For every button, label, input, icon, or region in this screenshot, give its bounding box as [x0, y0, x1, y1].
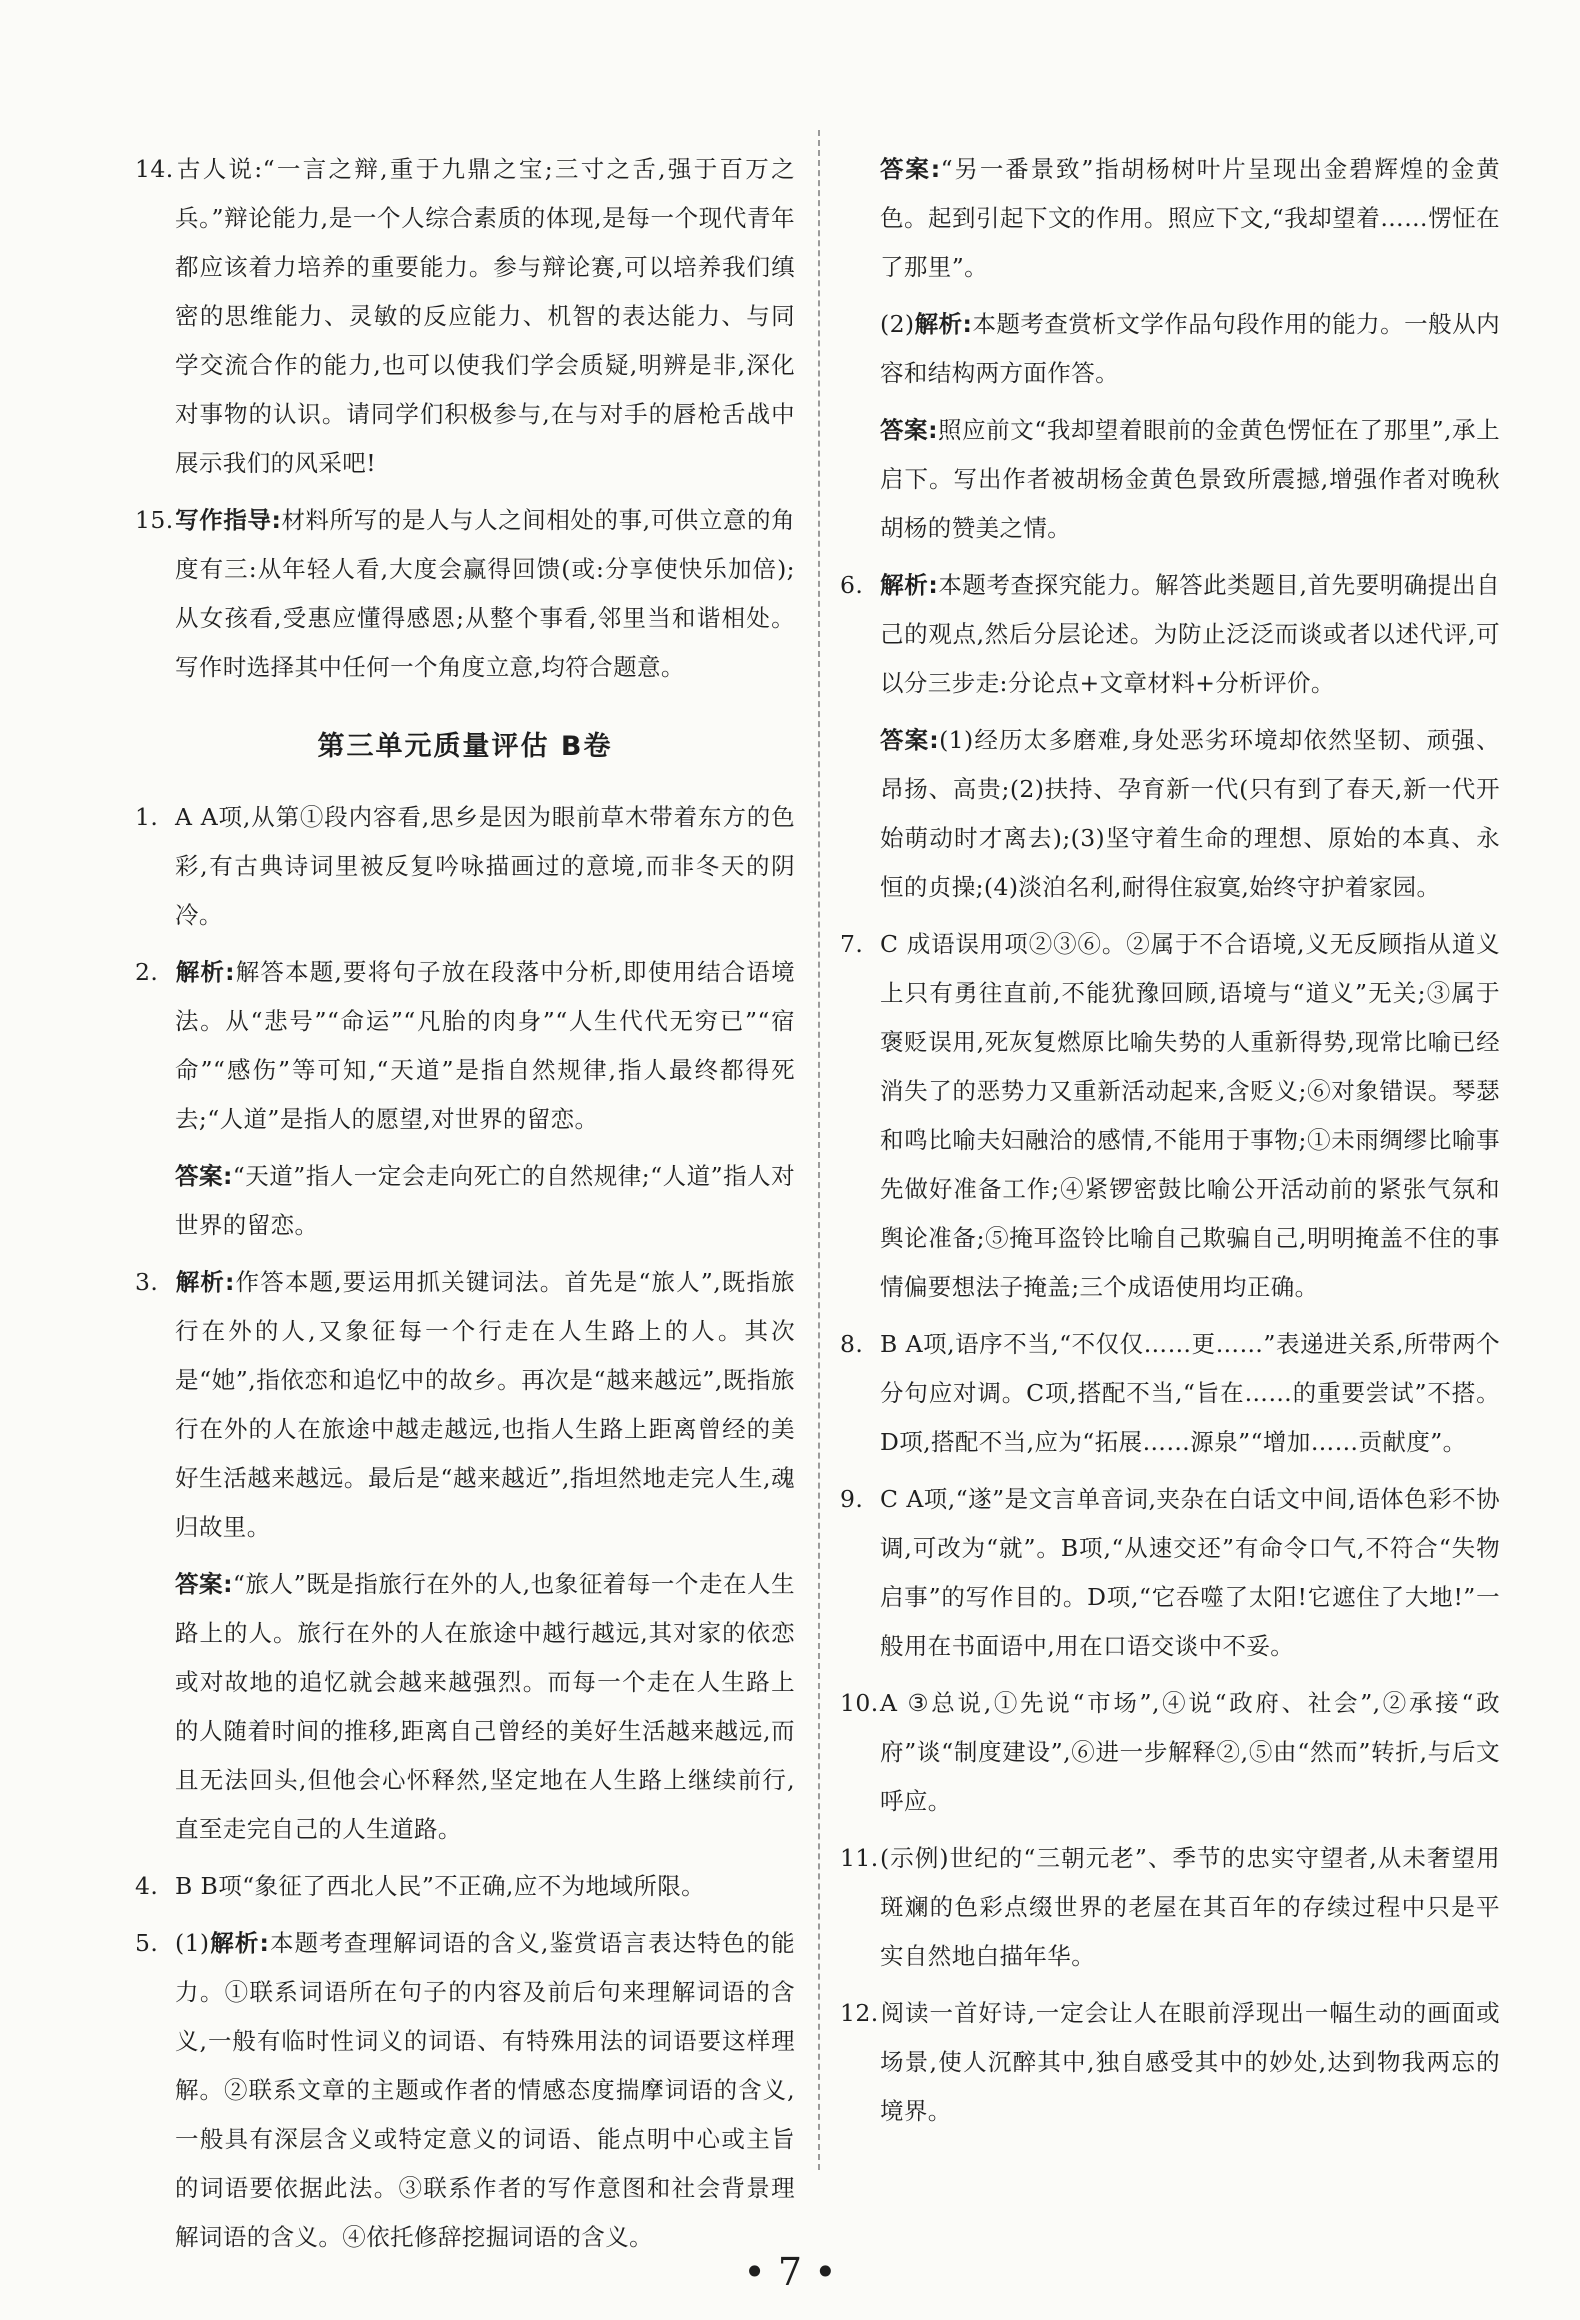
section-title: 第三单元质量评估 B卷	[317, 731, 613, 762]
answer-6: 6. 解析:本题考查探究能力。解答此类题目,首先要明确提出自己的观点,然后分层论述。为防止泛泛而谈或者以述代评,可以分三步走:分论点+文章材料+分析评价。	[840, 571, 1500, 697]
answer-9: 9. C A项,“遂”是文言单音词,夹杂在白话文中间,语体色彩不协调,可改为“就”。B项,“从速交还”有命令口气,不符合“失物启事”的写作目的。D项,“它吞噬了太阳!它遮住了大地!”一般用在书面语中,用在口语交谈中不妥。	[840, 1485, 1500, 1660]
answer-7: 7. C 成语误用项②③⑥。②属于不合语境,义无反顾指从道义上只有勇往直前,不能犹豫回顾,语境与“道义”无关;③属于褒贬误用,死灰复燃原比喻失势的人重新得势,现常比喻已经消失了的恶势力又重新活动起来,含贬义;⑥对象错误。琴瑟和鸣比喻夫妇融洽的感情,不能用于事物;①未雨绸缪比喻事先做好准备工作;④紧锣密鼓比喻公开活动前的紧张气氛和舆论准备;⑤掩耳盗铃比喻自己欺骗自己,明明掩盖不住的事情偏要想法子掩盖;三个成语使用均正确。	[840, 930, 1500, 1301]
answer-5: 5. (1)解析:本题考查理解词语的含义,鉴赏语言表达特色的能力。①联系词语所在句子的内容及前后句来理解词语的含义,一般有临时性词义的词语、有特殊用法的词语要这样理解。②联系文章的主题或作者的情感态度揣摩词语的含义,一般具有深层含义或特定意义的词语、能点明中心或主旨的词语要依据此法。③联系作者的写作意图和社会背景理解词语的含义。④依托修辞挖掘词语的含义。	[135, 1929, 795, 2251]
question-14: 14.古人说:“一言之辩,重于九鼎之宝;三寸之舌,强于百万之兵。”辩论能力,是一个人综合素质的体现,是每一个现代青年都应该着力培养的重要能力。参与辩论赛,可以培养我们缜密的思维能力、灵敏的反应能力、机智的表达能力、与同学交流合作的能力,也可以使我们学会质疑,明辨是非,深化对事物的认识。请同学们积极参与,在与对手的唇枪舌战中展示我们的风采吧!	[135, 155, 795, 477]
answer-12: 12.阅读一首好诗,一定会让人在眼前浮现出一幅生动的画面或场景,使人沉醉其中,独自感受其中的妙处,达到物我两忘的境界。	[840, 1999, 1500, 2125]
right-column	[840, 145, 1500, 2144]
answer-2-key: 答案:“天道”指人一定会走向死亡的自然规律;“人道”指人对世界的留恋。	[175, 1162, 795, 1239]
answer-11: 11.(示例)世纪的“三朝元老”、季节的忠实守望者,从未奢望用斑斓的色彩点缀世界的老屋在其百年的存续过程中只是平实自然地白描年华。	[840, 1844, 1500, 1970]
question-15: 15.写作指导:材料所写的是人与人之间相处的事,可供立意的角度有三:从年轻人看,大度会赢得回馈(或:分享使快乐加倍);从女孩看,受惠应懂得感恩;从整个事看,邻里当和谐相处。写作时选择其中任何一个角度立意,均符合题意。	[135, 506, 795, 681]
page-number: • 7 •	[743, 2250, 837, 2294]
left-column	[135, 145, 795, 2270]
answer-5-2-key: 答案:照应前文“我却望着眼前的金黄色愣怔在了那里”,承上启下。写出作者被胡杨金黄色景致所震撼,增强作者对晚秋胡杨的赞美之情。	[880, 416, 1500, 542]
answer-8: 8. B A项,语序不当,“不仅仅……更……”表递进关系,所带两个分句应对调。C项,搭配不当,“旨在……的重要尝试”不搭。D项,搭配不当,应为“拓展……源泉”“增加……贡献度”。	[840, 1330, 1500, 1456]
answer-10: 10.A ③总说,①先说“市场”,④说“政府、社会”,②承接“政府”谈“制度建设”,⑥进一步解释②,⑤由“然而”转折,与后文呼应。	[840, 1689, 1500, 1815]
answer-2: 2. 解析:解答本题,要将句子放在段落中分析,即使用结合语境法。从“悲号”“命运”“凡胎的肉身”“人生代代无穷已”“宿命”“感伤”等可知,“天道”是指自然规律,指人最终都得死去;“人道”是指人的愿望,对世界的留恋。	[135, 958, 795, 1133]
answer-3-key: 答案:“旅人”既是指旅行在外的人,也象征着每一个走在人生路上的人。旅行在外的人在旅途中越行越远,其对家的依恋或对故地的追忆就会越来越强烈。而每一个走在人生路上的人随着时间的推移,距离自己曾经的美好生活越来越远,而且无法回头,但他会心怀释然,坚定地在人生路上继续前行,直至走完自己的人生道路。	[175, 1570, 795, 1843]
answer-5-2: (2)解析:本题考查赏析文学作品句段作用的能力。一般从内容和结构两方面作答。	[880, 310, 1500, 387]
answer-5-1-key: 答案:“另一番景致”指胡杨树叶片呈现出金碧辉煌的金黄色。起到引起下文的作用。照应下文,“我却望着……愣怔在了那里”。	[880, 155, 1500, 281]
answer-1: 1. A A项,从第①段内容看,思乡是因为眼前草木带着东方的色彩,有古典诗词里被反复吟咏描画过的意境,而非冬天的阴冷。	[135, 803, 795, 929]
answer-4: 4. B B项“象征了西北人民”不正确,应不为地域所限。	[135, 1872, 706, 1900]
answer-3: 3. 解析:作答本题,要运用抓关键词法。首先是“旅人”,既指旅行在外的人,又象征每一个行走在人生路上的人。其次是“她”,指依恋和追忆中的故乡。再次是“越来越远”,既指旅行在外的人在旅途中越走越远,也指人生路上距离曾经的美好生活越来越远。最后是“越来越近”,指坦然地走完人生,魂归故里。	[135, 1268, 795, 1541]
answer-6-key: 答案:(1)经历太多磨难,身处恶劣环境却依然坚韧、顽强、昂扬、高贵;(2)扶持、孕育新一代(只有到了春天,新一代开始萌动时才离去);(3)坚守着生命的理想、原始的本真、永恒的贞操;(4)淡泊名利,耐得住寂寞,始终守护着家园。	[880, 726, 1500, 901]
column-divider	[818, 130, 820, 2170]
